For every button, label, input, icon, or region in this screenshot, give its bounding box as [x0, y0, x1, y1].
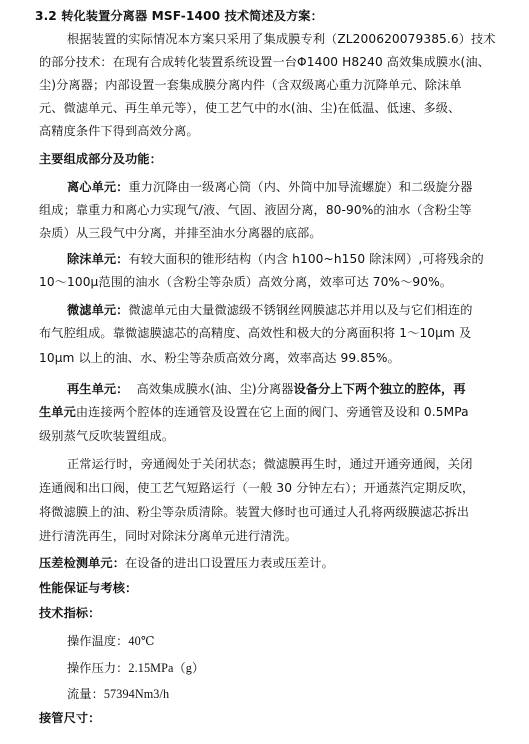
operation-line: 连通阀和出口阀，使工艺气短路运行（一般 30 分钟左右）；开通蒸汽定期反吹， — [39, 481, 475, 495]
intro-line: 高精度条件下得到高效分离。 — [39, 124, 199, 138]
regeneration-label: 再生单元： — [67, 382, 129, 396]
regeneration-emphasis: 生单元 — [39, 405, 76, 419]
microfilter-line: 布气腔组成。靠微滤膜滤芯的高精度、高效性和极大的分离面积将 1～10μm 及 — [39, 326, 472, 340]
demister-paragraph — [67, 251, 484, 268]
intro-line: 元、微滤单元、再生单元等），使工艺气中的水(油、尘)在低温、低速、多级、 — [39, 101, 461, 115]
operation-line: 正常运行时，旁通阀处于关闭状态；微滤膜再生时，通过开通旁通阀，关闭 — [67, 457, 473, 471]
spec-item: 流量：57394Nm3/h — [67, 687, 170, 701]
centrifugal-text: 重力沉降由一级离心筒（内、外筒中加导流螺旋）和二级旋分器 — [128, 180, 473, 194]
components-heading: 主要组成部分及功能： — [39, 152, 162, 166]
microfilter-label: 微滤单元： — [67, 303, 129, 317]
pressure-label: 压差检测单元： — [39, 556, 126, 570]
spec-item: 操作温度：40℃ — [67, 634, 155, 648]
regeneration-line: 级别蒸气反吹装置组成。 — [39, 429, 175, 443]
specs-heading: 技术指标： — [39, 606, 101, 620]
spec-item: 操作压力：2.15MPa（g） — [67, 661, 205, 675]
nozzle-heading: 接管尺寸： — [39, 711, 101, 725]
regeneration-line — [39, 404, 469, 421]
regeneration-text: 由连接两个腔体的连通管及设置在它上面的阀门、旁通管及设和 0.5MPa — [75, 405, 469, 419]
demister-label: 除沫单元： — [67, 252, 129, 266]
centrifugal-line: 杂质）从三段气中分离，并排至油水分离器的底部。 — [39, 226, 322, 240]
demister-line: 10～100μ范围的油水（含粉尘等杂质）高效分离，效率可达 70%～90%。 — [39, 275, 453, 289]
centrifugal-line: 组成；靠重力和离心力实现气/液、气固、液固分离，80-90%的油水（含粉尘等 — [39, 203, 472, 217]
guarantee-heading: 性能保证与考核： — [39, 581, 138, 595]
centrifugal-label: 离心单元： — [67, 180, 129, 194]
microfilter-line: 10μm 以上的油、水、粉尘等杂质高效分离，效率高达 99.85%。 — [39, 351, 400, 365]
operation-line: 将微滤膜上的油、粉尘等杂质清除。装置大修时也可通过人孔将两级膜滤芯拆出 — [39, 505, 470, 519]
microfilter-text: 微滤单元由大量微滤级不锈钢丝网膜滤芯并用以及与它们相连的 — [128, 303, 473, 317]
intro-line: 尘)分离器；内部设置一套集成膜分离内件（含双级离心重力沉降单元、除沫单 — [39, 78, 462, 92]
regeneration-paragraph — [67, 381, 466, 398]
regeneration-emphasis: 设备分上下两个独立的腔体，再 — [293, 382, 466, 396]
intro-line: 根据装置的实际情况本方案只采用了集成膜专利（ZL200620079385.6）技术 — [67, 32, 496, 46]
regeneration-text: 高效集成膜水(油、尘)分离器 — [136, 382, 294, 396]
centrifugal-paragraph — [67, 179, 473, 196]
operation-line: 进行清洗再生，同时对除沫分离单元进行清洗。 — [39, 529, 298, 543]
pressure-text: 在设备的进出口设置压力表或压差计。 — [125, 556, 334, 570]
demister-text: 有较大面积的锥形结构（内含 h100~h150 除沫网）,可将残余的 — [128, 252, 484, 266]
section-heading: 3.2 转化装置分离器 MSF-1400 技术简述及方案： — [35, 9, 323, 23]
pressure-paragraph — [39, 555, 334, 572]
microfilter-paragraph — [67, 302, 473, 319]
intro-line: 的部分技术：在现有合成转化装置系统设置一台Φ1400 H8240 高效集成膜水(油、 — [39, 55, 490, 69]
